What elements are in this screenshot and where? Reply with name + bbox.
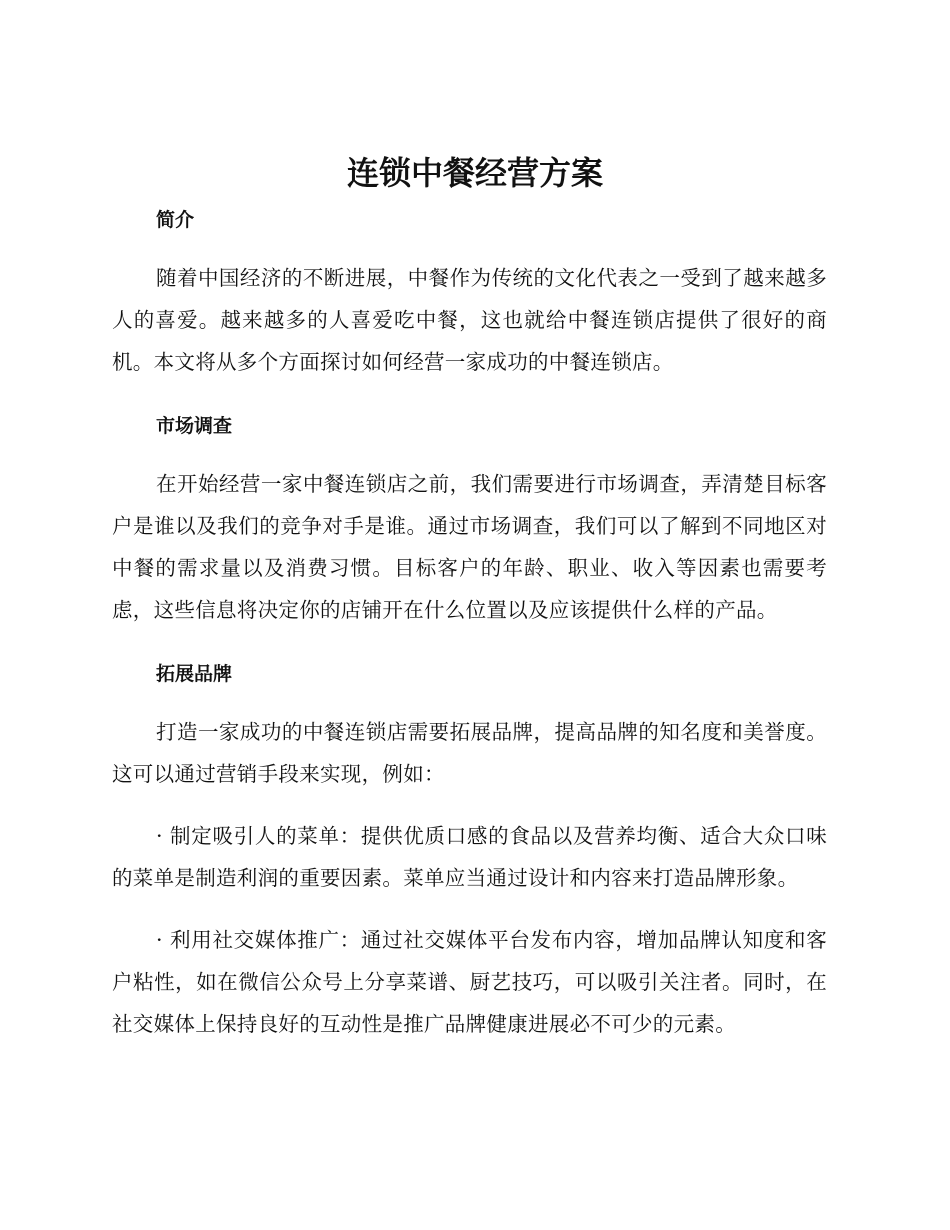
document-body bbox=[112, 197, 827, 1045]
section-heading-brand-expansion: 拓展品牌 bbox=[156, 663, 233, 685]
intro-paragraph: 随着中国经济的不断进展，中餐作为传统的文化代表之一受到了越来越多人的喜爱。越来越多的人喜爱吃中餐，这也就给中餐连锁店提供了很好的商机。本文将从多个方面探讨如何经营一家成功的中餐连锁店。 bbox=[112, 266, 827, 374]
market-research-paragraph: 在开始经营一家中餐连锁店之前，我们需要进行市场调查，弄清楚目标客户是谁以及我们的竞争对手是谁。通过市场调查，我们可以了解到不同地区对中餐的需求量以及消费习惯。目标客户的年龄、职业、收入等因素也需要考虑，这些信息将决定你的店铺开在什么位置以及应该提供什么样的产品。 bbox=[112, 472, 827, 622]
section-heading-market-research: 市场调查 bbox=[156, 415, 233, 437]
section-heading-intro: 简介 bbox=[156, 209, 195, 231]
brand-expansion-paragraph: 打造一家成功的中餐连锁店需要拓展品牌，提高品牌的知名度和美誉度。这可以通过营销手段来实现，例如： bbox=[112, 720, 827, 786]
bullet-item-menu: · 制定吸引人的菜单：提供优质口感的食品以及营养均衡、适合大众口味的菜单是制造利润的重要因素。菜单应当通过设计和内容来打造品牌形象。 bbox=[112, 824, 827, 890]
bullet-item-social-media: · 利用社交媒体推广：通过社交媒体平台发布内容，增加品牌认知度和客户粘性，如在微信公众号上分享菜谱、厨艺技巧，可以吸引关注者。同时，在社交媒体上保持良好的互动性是推广品牌健康进展必不可少的元素。 bbox=[112, 928, 827, 1036]
document-title: 连锁中餐经营方案 bbox=[346, 154, 603, 192]
